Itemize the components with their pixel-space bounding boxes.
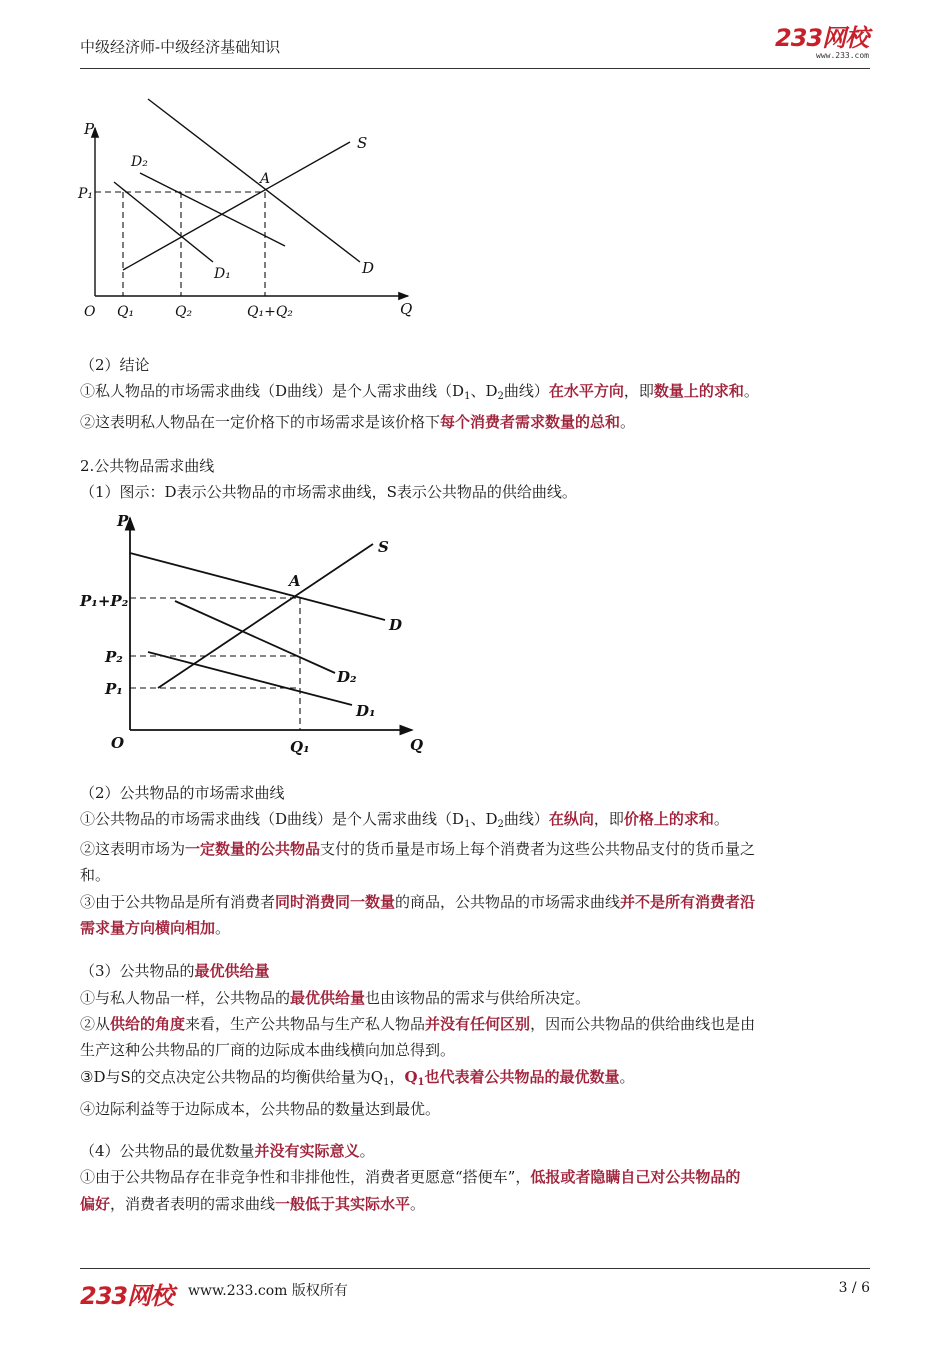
text: ③D与S的交点决定公共物品的均衡供给量为Q — [80, 1068, 384, 1086]
highlight: 一定数量的公共物品 — [185, 840, 321, 858]
chart1-label-q1: Q₁ — [117, 304, 135, 320]
page-number: 3 / 6 — [838, 1280, 870, 1296]
highlight: 并没有实际意义 — [254, 1142, 360, 1160]
text: 、D — [470, 810, 498, 828]
header-title: 中级经济师-中级经济基础知识 — [80, 38, 281, 56]
optimal-supply-heading — [80, 958, 870, 984]
text: ，因而公共物品的供给曲线也是由 — [530, 1015, 756, 1033]
chart1-label-q1q2: Q₁+Q₂ — [247, 304, 293, 320]
chart2-label-p: P — [117, 512, 129, 530]
text: 。 — [620, 413, 636, 431]
text: 、D — [470, 382, 498, 400]
chart1-label-q: Q — [400, 300, 413, 318]
no-meaning-heading — [80, 1138, 870, 1164]
chart1-label-o: O — [84, 304, 96, 320]
chart2-label-o: O — [111, 734, 125, 752]
subscript: 1 — [417, 1077, 425, 1088]
chart1-demand-d1 — [114, 182, 213, 262]
text: ①与私人物品一样，公共物品的 — [80, 989, 291, 1007]
chart2-label-s: S — [378, 538, 389, 556]
brand-logo[interactable] — [775, 26, 875, 64]
text: ，即 — [623, 382, 654, 400]
private-conclusion-heading: （2）结论 — [80, 356, 150, 374]
highlight: 在水平方向 — [548, 382, 624, 400]
text: ②这表明市场为 — [80, 840, 186, 858]
highlight: 每个消费者需求数量的总和 — [440, 413, 621, 431]
chart2-label-p1p2: P₁+P₂ — [80, 592, 129, 610]
optimal-supply-line-1 — [80, 985, 870, 1011]
chart2-demand-d2 — [175, 601, 335, 673]
optimal-supply-line-2 — [80, 1011, 870, 1037]
public-demand-desc: （1）图示：D表示公共物品的市场需求曲线，S表示公共物品的供给曲线。 — [80, 483, 577, 501]
footer-copyright: www.233.com 版权所有 — [188, 1283, 348, 1299]
chart2-label-p1: P₁ — [105, 680, 123, 698]
chart1-label-q2: Q₂ — [175, 304, 193, 320]
text: 。 — [215, 919, 231, 937]
text: ②从 — [80, 1015, 111, 1033]
subscript: 2 — [497, 391, 504, 402]
text: ， — [389, 1068, 405, 1086]
chart2-label-d: D — [389, 616, 403, 634]
text: ①私人物品的市场需求曲线（D曲线）是个人需求曲线（D — [80, 382, 465, 400]
highlight: 最优供给量 — [290, 989, 366, 1007]
public-market-heading: （2）公共物品的市场需求曲线 — [80, 784, 285, 802]
text: 曲线） — [503, 810, 549, 828]
optimal-supply-line-2-cont: 生产这种公共物品的厂商的边际成本曲线横向加总得到。 — [80, 1041, 456, 1059]
text: 。 — [359, 1142, 375, 1160]
highlight: 价格上的求和 — [623, 810, 714, 828]
chart1-label-d2: D₂ — [131, 154, 148, 170]
text: 也由该物品的需求与供给所决定。 — [365, 989, 591, 1007]
logo-url: www.233.com — [816, 51, 869, 60]
text: （4）公共物品的最优数量 — [80, 1142, 255, 1160]
no-meaning-line-1 — [80, 1164, 870, 1190]
public-market-line-2-cont: 和。 — [80, 866, 111, 884]
public-market-line-3-cont — [80, 915, 870, 941]
chart2-label-d1: D₁ — [356, 702, 376, 720]
chart1-label-s: S — [357, 134, 368, 152]
text: ②这表明私人物品在一定价格下的市场需求是该价格下 — [80, 413, 441, 431]
chart2-supply-s — [158, 544, 373, 688]
text: 曲线） — [503, 382, 549, 400]
chart1-supply-s — [123, 142, 350, 270]
highlight: 也代表着公共物品的最优数量 — [424, 1068, 620, 1086]
chart1-label-d: D — [362, 259, 375, 277]
text: 。 — [619, 1068, 635, 1086]
highlight: 数量上的求和 — [653, 382, 744, 400]
highlight: 在纵向 — [548, 810, 594, 828]
no-meaning-line-1-cont — [80, 1191, 870, 1217]
subscript: 2 — [497, 819, 504, 830]
optimal-supply-line-3 — [80, 1064, 870, 1096]
subscript: 1 — [464, 391, 471, 402]
chart2-label-a: A — [289, 572, 301, 590]
highlight: Q — [404, 1068, 418, 1086]
private-conclusion-line-1 — [80, 378, 870, 410]
chart1-label-p1: P₁ — [78, 186, 94, 202]
chart2-label-q: Q — [410, 736, 424, 754]
chart2-label-p2: P₂ — [105, 648, 123, 666]
highlight: 需求量方向横向相加 — [80, 919, 216, 937]
private-conclusion-line-2 — [80, 409, 870, 435]
chart1-demand-d — [148, 99, 360, 262]
text: ①由于公共物品存在非竞争性和非排他性，消费者更愿意“搭便车”， — [80, 1168, 531, 1186]
subscript: 1 — [383, 1077, 390, 1088]
text: 。 — [743, 382, 759, 400]
chart1-label-d1: D₁ — [214, 266, 231, 282]
text: （3）公共物品的 — [80, 962, 195, 980]
public-market-line-3 — [80, 889, 870, 915]
footer-logo[interactable]: 233网校 — [80, 1282, 174, 1310]
chart2-demand-d — [130, 553, 385, 620]
text: 。 — [410, 1195, 426, 1213]
chart2-label-q1: Q₁ — [290, 738, 310, 756]
highlight: 供给的角度 — [110, 1015, 186, 1033]
optimal-supply-line-4: ④边际利益等于边际成本，公共物品的数量达到最优。 — [80, 1100, 441, 1118]
public-market-line-2 — [80, 836, 870, 862]
chart2-label-d2: D₂ — [337, 668, 357, 686]
highlight: 偏好 — [80, 1195, 111, 1213]
highlight: 低报或者隐瞒自己对公共物品的 — [530, 1168, 741, 1186]
text: 支付的货币量是市场上每个消费者为这些公共物品支付的货币量之 — [320, 840, 756, 858]
subscript: 1 — [464, 819, 471, 830]
public-market-line-1 — [80, 806, 870, 838]
chart2-demand-d1 — [148, 652, 352, 705]
header-rule — [80, 68, 870, 69]
highlight: 并没有任何区别 — [425, 1015, 531, 1033]
text: ①公共物品的市场需求曲线（D曲线）是个人需求曲线（D — [80, 810, 465, 828]
chart1-label-p: P — [84, 120, 95, 138]
chart1-label-a: A — [260, 171, 271, 187]
footer-rule — [80, 1268, 870, 1269]
text: 。 — [713, 810, 729, 828]
text: 的商品，公共物品的市场需求曲线 — [395, 893, 621, 911]
highlight: 并不是所有消费者沿 — [620, 893, 756, 911]
text: 来看，生产公共物品与生产私人物品 — [185, 1015, 426, 1033]
text: ③由于公共物品是所有消费者 — [80, 893, 276, 911]
public-demand-title: 2.公共物品需求曲线 — [80, 457, 215, 475]
logo-text: 233网校 — [775, 24, 869, 52]
highlight: 同时消费同一数量 — [275, 893, 396, 911]
highlight: 最优供给量 — [194, 962, 270, 980]
chart1-demand-d2 — [140, 173, 285, 246]
text: ，即 — [593, 810, 624, 828]
text: ，消费者表明的需求曲线 — [110, 1195, 276, 1213]
highlight: 一般低于其实际水平 — [275, 1195, 411, 1213]
